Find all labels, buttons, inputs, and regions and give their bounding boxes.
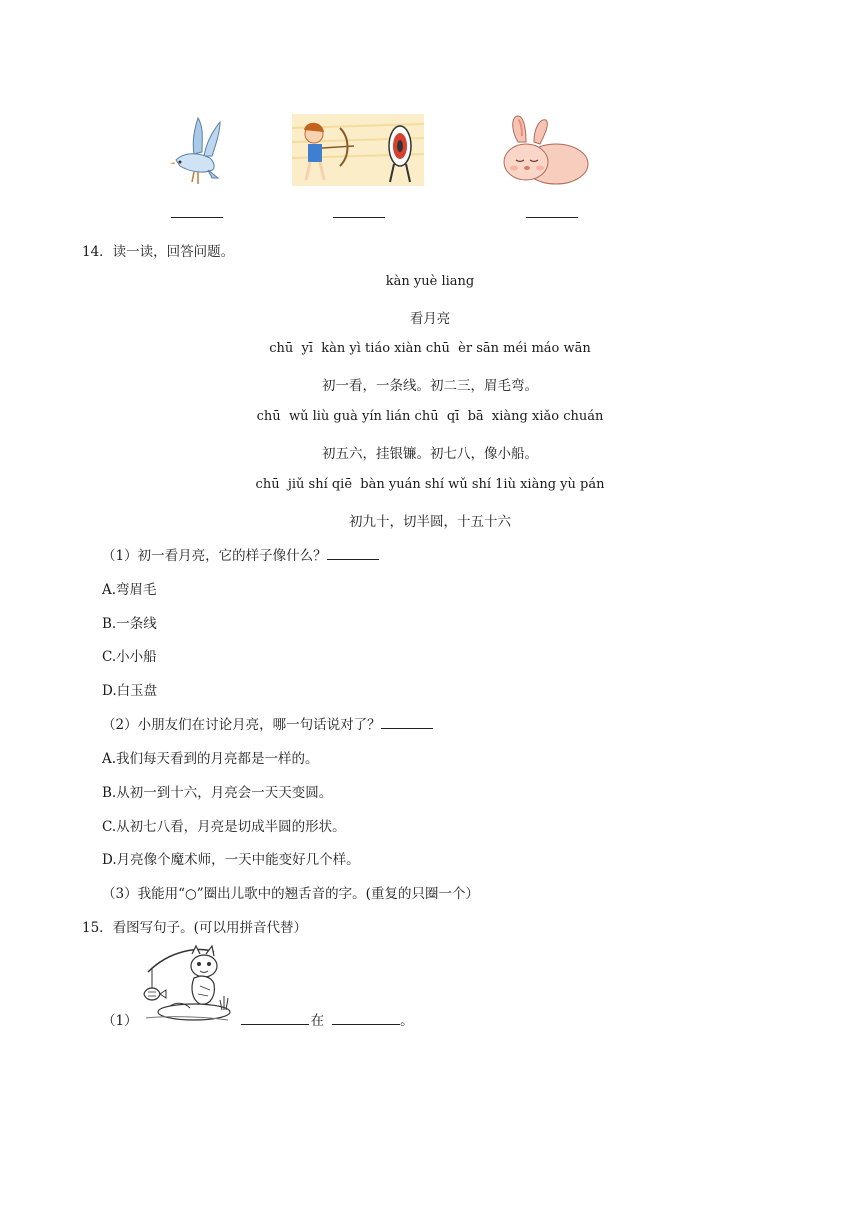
- bird-image: [168, 112, 226, 188]
- q14-sub2-answer-blank[interactable]: [381, 714, 433, 729]
- rabbit-image: [500, 112, 590, 188]
- q14-sub1-option-c[interactable]: C.小小船: [102, 649, 157, 665]
- q15-sub1-blank-subject[interactable]: [241, 1010, 309, 1025]
- q14-stem: 14．读一读，回答问题。: [82, 244, 235, 260]
- poem-line-2-pinyin: chū wǔ liù guà yín lián chū qī bā xiàng xiǎo chuán: [256, 409, 604, 424]
- q14-sub3-question: （3）我能用“○”圈出儿歌中的翘舌音的字。(重复的只圈一个）: [102, 886, 479, 902]
- q15-sub1-period: 。: [400, 1013, 414, 1029]
- poem-line-3-pinyin: chū jiǔ shí qiē bàn yuán shí wǔ shí 1iù xiàng yù pán: [255, 477, 605, 492]
- answer-blank-rabbit[interactable]: [526, 217, 578, 218]
- answer-blank-archery[interactable]: [333, 217, 385, 218]
- poem-line-1: 初一看，一条线。初二三，眉毛弯。: [322, 378, 538, 394]
- poem-line-2: 初五六，挂银镰。初七八，像小船。: [322, 446, 538, 462]
- q15-stem: 15．看图写句子。(可以用拼音代替）: [82, 920, 307, 936]
- q14-sub2-row: [102, 713, 433, 733]
- q14-sub1-answer-blank[interactable]: [327, 545, 379, 560]
- q15-sub1-middle-word: 在: [310, 1013, 325, 1029]
- q14-sub2-question: （2）小朋友们在讨论月亮，哪一句话说对了？: [102, 717, 381, 733]
- q14-sub2-option-a[interactable]: A.我们每天看到的月亮都是一样的。: [102, 751, 319, 767]
- q14-sub2-option-c[interactable]: C.从初七八看，月亮是切成半圆的形状。: [102, 819, 346, 835]
- poem-line-1-pinyin: chū yī kàn yì tiáo xiàn chū èr sān méi máo wān: [269, 341, 591, 356]
- answer-blank-bird[interactable]: [171, 217, 223, 218]
- q15-sub1-row: [102, 1009, 414, 1029]
- poem-title: 看月亮: [409, 311, 451, 327]
- q14-sub1-row: [102, 544, 379, 564]
- q14-sub2-option-b[interactable]: B.从初一到十六，月亮会一天天变圆。: [102, 785, 333, 801]
- q15-sub1-label: （1）: [102, 1013, 138, 1029]
- q14-sub1-option-a[interactable]: A.弯眉毛: [102, 582, 157, 598]
- q14-sub1-option-d[interactable]: D.白玉盘: [102, 683, 158, 699]
- poem-line-3: 初九十，切半圆，十五十六: [349, 514, 511, 530]
- q14-sub1-question: （1）初一看月亮，它的样子像什么？: [102, 548, 327, 564]
- q14-sub2-option-d[interactable]: D.月亮像个魔术师，一天中能变好几个样。: [102, 852, 360, 868]
- poem-title-pinyin: kàn yuè liang: [385, 274, 475, 289]
- archery-girl-image: [292, 114, 424, 186]
- q14-sub1-option-b[interactable]: B.一条线: [102, 616, 157, 632]
- q15-sub1-blank-action[interactable]: [332, 1010, 400, 1025]
